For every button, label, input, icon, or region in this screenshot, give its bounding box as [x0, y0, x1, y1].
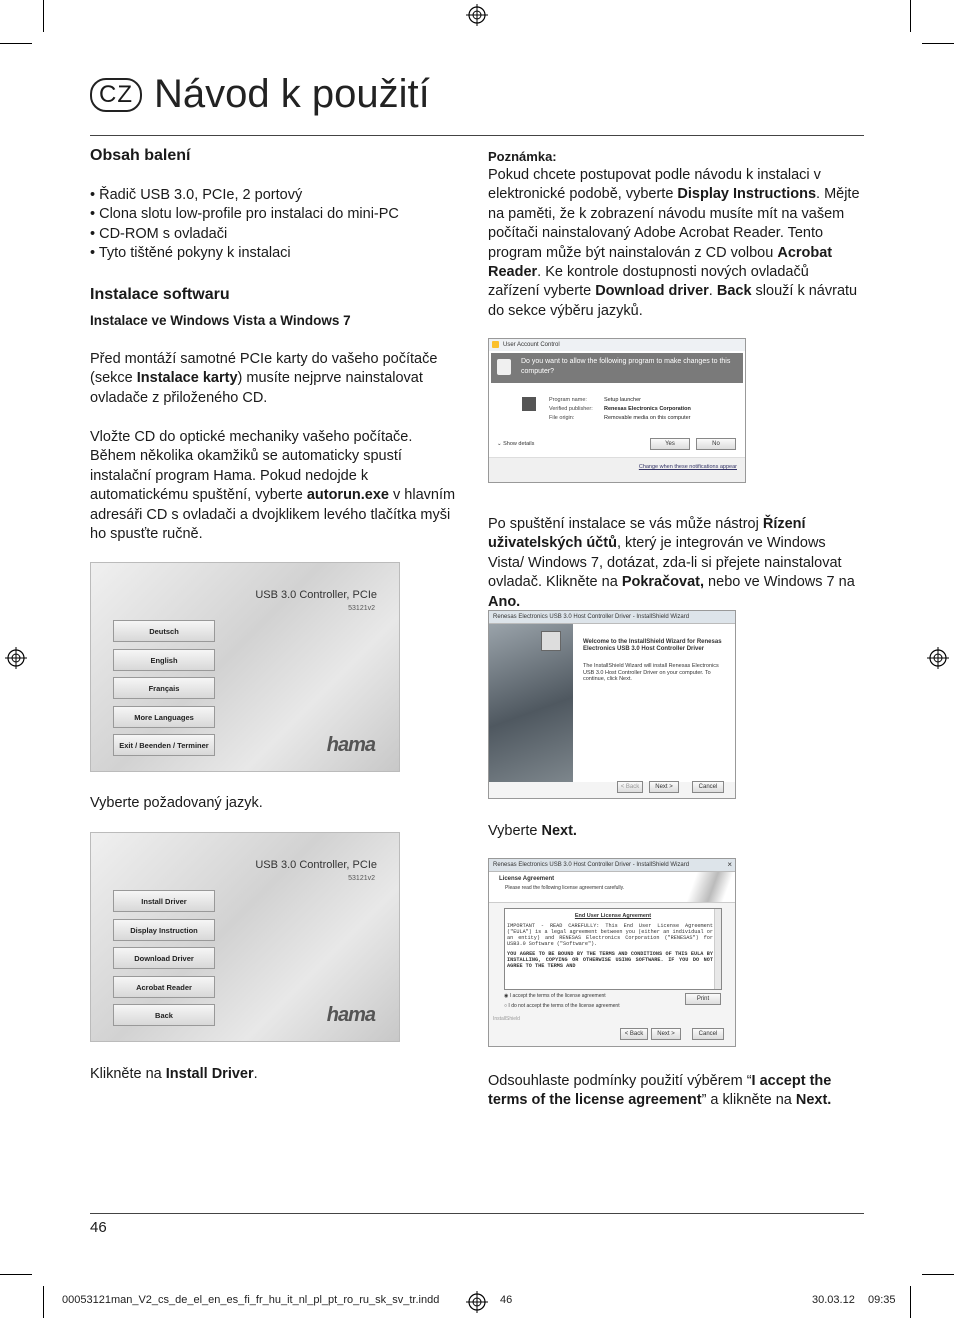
eula-textbox[interactable] — [504, 908, 722, 990]
launcher-button-acrobat-reader[interactable]: Acrobat Reader — [113, 976, 215, 998]
software-subheading: Instalace ve Windows Vista a Windows 7 — [90, 313, 351, 328]
page-header — [90, 72, 430, 117]
wizard-title: Renesas Electronics USB 3.0 Host Controller Driver - InstallShield Wizard — [489, 611, 735, 624]
launcher-button-more-languages[interactable]: More Languages — [113, 706, 215, 728]
decline-radio[interactable]: ○ I do not accept the terms of the license agreement — [504, 1003, 620, 1009]
wizard-body: The InstallShield Wizard will install Renesas Electronics USB 3.0 Host Controller Driver on your computer. To continue, click Next. — [583, 663, 719, 682]
launcher-button-francais[interactable]: Français — [113, 677, 215, 699]
paragraph-install-order: Před montáží samotné PCIe karty do vašeho počítače (sekce Instalace karty) musíte nejprve nainstalovat ovladače z přiloženého CD. — [90, 351, 438, 406]
launcher-screenshot-menu — [90, 832, 400, 1042]
launcher-button-download-driver[interactable]: Download Driver — [113, 947, 215, 969]
crop-mark — [0, 1274, 32, 1275]
wizard-heading: Welcome to the InstallShield Wizard for Renesas Electronics USB 3.0 Host Controller Driver — [583, 639, 722, 652]
paragraph-autorun: Vložte CD do optické mechaniky vašeho počítače. Během několika okamžiků se automaticky spustí instalační program Hama. Pokud nedojde k automatickému spuštění, vyberte autorun.exe v hlavním adresáři CD s ovladači a dvojklikem levého tlačítka myši ho spusťte ručně. — [90, 429, 456, 543]
launcher-button-back[interactable]: Back — [113, 1004, 215, 1026]
crop-mark — [922, 43, 954, 44]
software-heading: Instalace softwaru — [90, 286, 230, 303]
uac-yes-button[interactable]: Yes — [650, 438, 690, 450]
license-subheading: Please read the following license agreement carefully. — [505, 885, 625, 891]
launcher-title: USB 3.0 Controller, PCIe — [255, 589, 377, 601]
launcher-button-english[interactable]: English — [113, 649, 215, 671]
crop-mark — [922, 1274, 954, 1275]
list-item: • Tyto tištěné pokyny k instalaci — [90, 245, 291, 262]
show-details-toggle[interactable]: ⌄ Show details — [497, 441, 535, 447]
list-item: • Clona slotu low-profile pro instalaci do mini-PC — [90, 206, 399, 223]
list-item: • CD-ROM s ovladači — [90, 225, 228, 242]
paragraph-accept: Odsouhlaste podmínky použití výběrem “I accept the terms of the license agreement” a klikněte na Next. — [488, 1073, 832, 1109]
eula-paragraph: IMPORTANT - READ CAREFULLY: This End User License Agreement ("EULA") is a legal agreement between you (either an individual or an entity) and RENESAS Electronics Corporation ("RENESAS") for USB3.0 Software ("Software"). — [507, 923, 713, 947]
contents-heading: Obsah balení — [90, 147, 191, 164]
header-rule — [90, 135, 864, 136]
radio-empty-icon: ○ — [504, 1003, 509, 1009]
hama-logo: hama — [326, 1004, 375, 1026]
print-slug-date: 30.03.12 — [812, 1294, 855, 1306]
uac-question: Do you want to allow the following program to make changes to this computer? — [491, 353, 743, 383]
license-heading: License Agreement — [499, 876, 555, 882]
launcher-button-deutsch[interactable]: Deutsch — [113, 620, 215, 642]
installshield-label: InstallShield — [493, 1016, 520, 1022]
eula-paragraph: YOU AGREE TO BE BOUND BY THE TERMS AND CONDITIONS OF THIS EULA BY INSTALLING, COPYING OR OTHERWISE USING SOFTWARE. IF YOU DO NOT AGREE TO THE TERMS AND — [507, 951, 713, 969]
footer-rule — [90, 1213, 864, 1214]
wizard-back-button[interactable]: < Back — [620, 1028, 648, 1040]
wizard-license-screenshot — [488, 858, 736, 1047]
program-icon — [522, 397, 536, 411]
wizard-welcome-screenshot — [488, 610, 736, 799]
shield-icon — [492, 341, 499, 348]
print-slug-time: 09:35 — [868, 1294, 896, 1306]
wizard-next-button[interactable]: Next > — [649, 781, 679, 793]
language-badge: CZ — [90, 78, 142, 112]
registration-mark-icon — [5, 647, 27, 669]
uac-title: User Account Control — [489, 339, 745, 351]
registration-mark-icon — [927, 647, 949, 669]
list-item: • Řadič USB 3.0, PCIe, 2 portový — [90, 187, 303, 203]
caption-install-driver: Klikněte na Install Driver. — [90, 1066, 258, 1082]
launcher-button-display-instruction[interactable]: Display Instruction — [113, 919, 215, 941]
caption-next: Vyberte Next. — [488, 823, 577, 839]
hama-logo: hama — [326, 734, 375, 756]
wizard-next-button[interactable]: Next > — [651, 1028, 681, 1040]
launcher-button-install-driver[interactable]: Install Driver — [113, 890, 215, 912]
close-icon[interactable]: × — [727, 860, 732, 869]
crop-mark — [0, 43, 32, 44]
uac-warning-icon — [497, 359, 511, 375]
contents-list — [90, 186, 460, 264]
page-number: 46 — [90, 1219, 107, 1236]
installer-icon — [541, 631, 561, 651]
change-notifications-link[interactable]: Change when these notifications appear — [638, 464, 737, 470]
launcher-button-exit[interactable]: Exit / Beenden / Terminer — [113, 734, 215, 756]
note-paragraph: Pokud chcete postupovat podle návodu k instalaci v elektronické podobě, vyberte Display Instructions. Mějte na paměti, že k zobrazení návodu musíte mít na vašem počítači nainstalovaný Adobe Acrobat Reader. Tento program může být nainstalován z CD volbou Acrobat Reader. Ke kontrole dostupnosti nových ovladačů zařízení vyberte Download driver. Back slouží k návratu do sekce výběru jazyků. — [488, 167, 860, 319]
registration-mark-icon — [466, 1291, 488, 1313]
paragraph-uac: Po spuštění instalace se vás může nástroj Řízení uživatelských účtů, který je integrován ve Windows Vista/ Windows 7, dotázat, zda-li si přejete nainstalovat ovladač. Klikněte na Pokračovat, nebo ve Windows 7 na Ano. — [488, 516, 855, 610]
crop-mark — [910, 0, 911, 32]
caption-choose-language: Vyberte požadovaný jazyk. — [90, 795, 263, 811]
eula-title: End User License Agreement — [574, 913, 652, 919]
print-slug-page: 46 — [500, 1294, 513, 1306]
wizard-cancel-button[interactable]: Cancel — [692, 781, 724, 793]
crop-mark — [43, 1286, 44, 1318]
radio-selected-icon: ◉ — [504, 993, 510, 999]
wizard-back-button[interactable]: < Back — [617, 781, 643, 793]
crop-mark — [910, 1286, 911, 1318]
print-slug-filename: 00053121man_V2_cs_de_el_en_es_fi_fr_hu_it_nl_pl_pt_ro_ru_sk_sv_tr.indd — [62, 1294, 440, 1306]
uac-no-button[interactable]: No — [696, 438, 736, 450]
page-title: Návod k použití — [154, 72, 430, 116]
print-button[interactable]: Print — [685, 993, 721, 1005]
launcher-title: USB 3.0 Controller, PCIe — [255, 859, 377, 871]
eula-scrollbar[interactable] — [714, 909, 721, 989]
uac-values: Setup launcher Renesas Electronics Corporation Removable media on this computer — [604, 397, 691, 421]
note-label: Poznámka: — [488, 149, 557, 164]
wizard-title: Renesas Electronics USB 3.0 Host Controller Driver - InstallShield Wizard — [489, 859, 735, 872]
launcher-code: 53121v2 — [348, 875, 375, 882]
uac-footer — [489, 457, 745, 483]
launcher-screenshot-languages — [90, 562, 400, 772]
crop-mark — [43, 0, 44, 32]
wizard-cancel-button[interactable]: Cancel — [692, 1028, 724, 1040]
uac-dialog-screenshot — [488, 338, 746, 483]
launcher-code: 53121v2 — [348, 605, 375, 612]
registration-mark-icon — [466, 4, 488, 26]
wizard-banner-graphic — [685, 872, 735, 902]
accept-radio[interactable]: ◉ I accept the terms of the license agreement — [504, 993, 606, 999]
uac-labels: Program name: Verified publisher: File origin: — [549, 397, 593, 421]
chevron-down-icon: ⌄ — [497, 441, 504, 447]
